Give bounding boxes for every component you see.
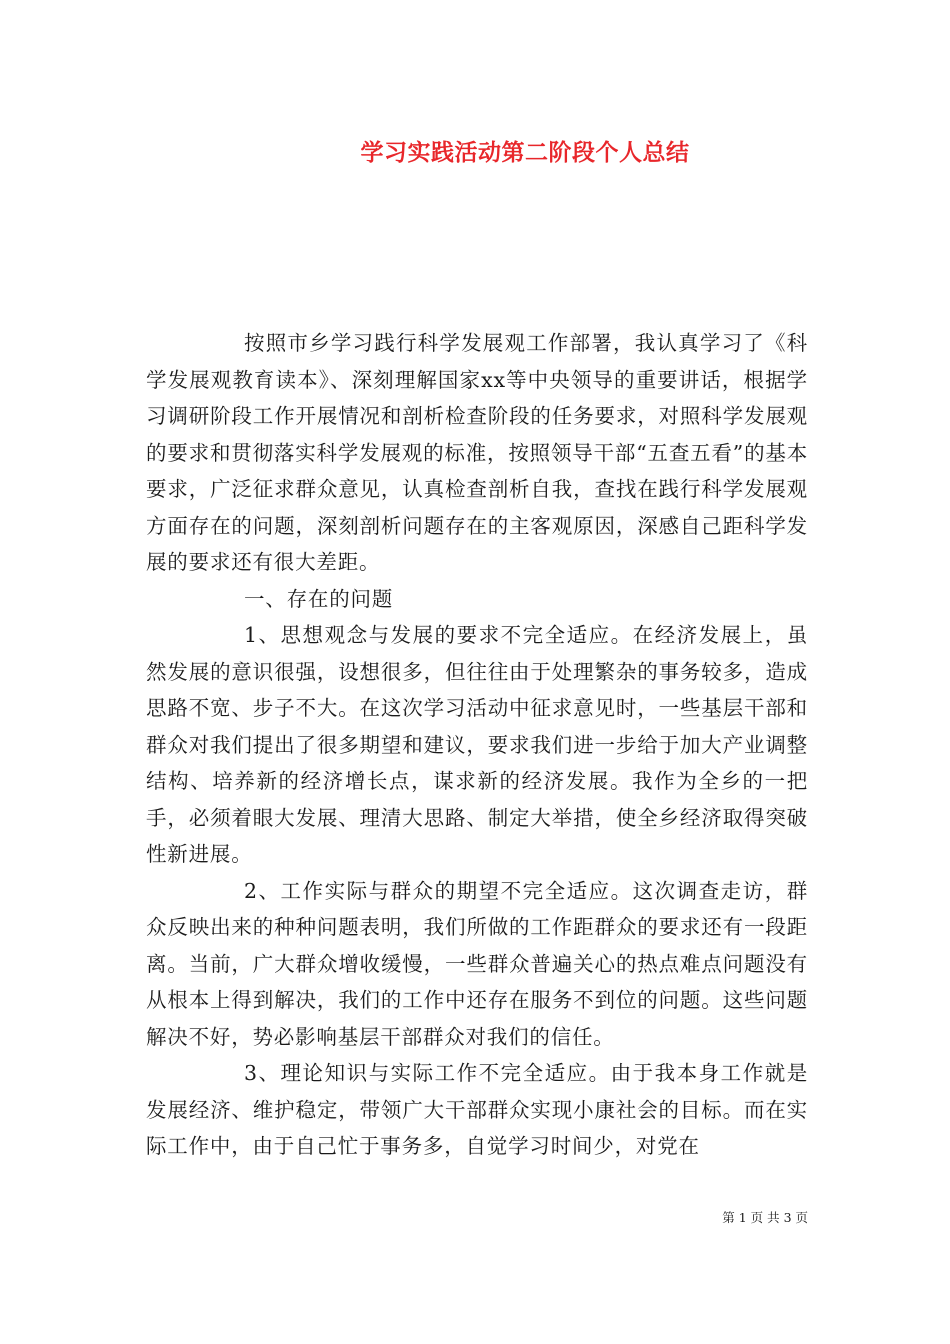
- paragraph-item-3: 3、理论知识与实际工作不完全适应。由于我本身工作就是发展经济、维护稳定，带领广大干部群众实现小康社会的目标。而在实际工作中，由于自己忙于事务多，自觉学习时间少，对党在: [146, 1061, 808, 1158]
- section-heading: 一、存在的问题: [244, 586, 394, 611]
- document-body: [146, 325, 808, 1165]
- document-title: 学习实践活动第二阶段个人总结: [360, 140, 690, 166]
- page-number-footer: 第 1 页 共 3 页: [722, 1210, 808, 1225]
- paragraph-item-1: 1、思想观念与发展的要求不完全适应。在经济发展上，虽然发展的意识很强，设想很多，但往往由于处理繁杂的事务较多，造成思路不宽、步子不大。在这次学习活动中征求意见时，一些基层干部和群众对我们提出了很多期望和建议，要求我们进一步给于加大产业调整结构、培养新的经济增长点，谋求新的经济发展。我作为全乡的一把手，必须着眼大发展、理清大思路、制定大举措，使全乡经济取得突破性新进展。: [146, 623, 808, 866]
- paragraph-intro: 按照市乡学习践行科学发展观工作部署，我认真学习了《科学发展观教育读本》、深刻理解国家xx等中央领导的重要讲话，根据学习调研阶段工作开展情况和剖析检查阶段的任务要求，对照科学发展观的要求和贯彻落实科学发展观的标准，按照领导干部“五查五看”的基本要求，广泛征求群众意见，认真检查剖析自我，查找在践行科学发展观方面存在的问题，深刻剖析问题存在的主客观原因，深感自己距科学发展的要求还有很大差距。: [146, 331, 808, 574]
- paragraph-item-2: 2、工作实际与群众的期望不完全适应。这次调查走访，群众反映出来的种种问题表明，我们所做的工作距群众的要求还有一段距离。当前，广大群众增收缓慢，一些群众普遍关心的热点难点问题没有从根本上得到解决，我们的工作中还存在服务不到位的问题。这些问题解决不好，势必影响基层干部群众对我们的信任。: [146, 878, 808, 1049]
